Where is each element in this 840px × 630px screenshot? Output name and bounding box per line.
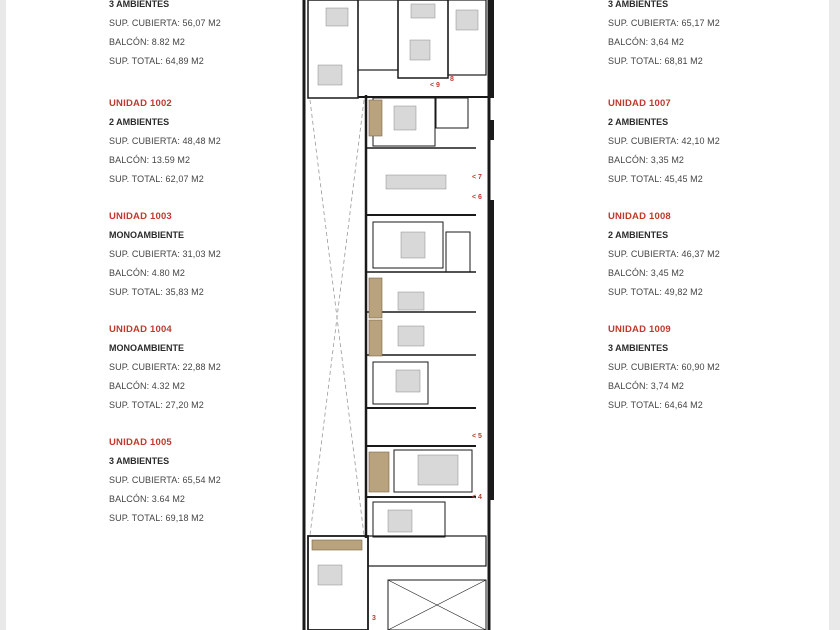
unit-cubierta: SUP. CUBIERTA: 48,48 M2: [109, 136, 221, 146]
plan-marker-5: < 5: [472, 433, 482, 440]
unit-total: SUP. TOTAL: 49,82 M2: [608, 287, 703, 297]
plan-marker-9: < 9: [430, 82, 440, 89]
unit-type: 3 AMBIENTES: [608, 0, 669, 9]
unit-balcon: BALCÓN: 4.32 M2: [109, 381, 186, 391]
plan-marker-3: 3: [372, 615, 376, 622]
unit-balcon: BALCÓN: 13.59 M2: [109, 155, 191, 165]
unit-cubierta: SUP. CUBIERTA: 65,17 M2: [608, 18, 720, 28]
unit-cubierta: SUP. CUBIERTA: 46,37 M2: [608, 249, 720, 259]
unit-title: UNIDAD 1002: [109, 98, 172, 109]
floor-plan-sheet: [6, 0, 829, 630]
unit-balcon: BALCÓN: 3.64 M2: [109, 494, 186, 504]
unit-balcon: BALCÓN: 3,64 M2: [608, 37, 685, 47]
unit-total: SUP. TOTAL: 68,81 M2: [608, 56, 703, 66]
floor-plan-drawing: [6, 0, 829, 630]
unit-title: UNIDAD 1003: [109, 211, 172, 222]
unit-title: UNIDAD 1008: [608, 211, 671, 222]
unit-title: UNIDAD 1007: [608, 98, 671, 109]
unit-total: SUP. TOTAL: 35,83 M2: [109, 287, 204, 297]
unit-total: SUP. TOTAL: 69,18 M2: [109, 513, 204, 523]
unit-cubierta: SUP. CUBIERTA: 56,07 M2: [109, 18, 221, 28]
plan-marker-6: < 6: [472, 194, 482, 201]
unit-balcon: BALCÓN: 3,35 M2: [608, 155, 685, 165]
unit-cubierta: SUP. CUBIERTA: 22,88 M2: [109, 362, 221, 372]
unit-title: UNIDAD 1004: [109, 324, 172, 335]
unit-total: SUP. TOTAL: 64,89 M2: [109, 56, 204, 66]
unit-total: SUP. TOTAL: 45,45 M2: [608, 174, 703, 184]
unit-type: MONOAMBIENTE: [109, 343, 184, 353]
unit-title: UNIDAD 1009: [608, 324, 671, 335]
unit-type: 3 AMBIENTES: [109, 0, 170, 9]
facade-strip: [489, 0, 494, 500]
light-shaft: [310, 100, 364, 535]
unit-cubierta: SUP. CUBIERTA: 42,10 M2: [608, 136, 720, 146]
plan-marker-7: < 7: [472, 174, 482, 181]
unit-balcon: BALCÓN: 4.80 M2: [109, 268, 186, 278]
unit-type: 2 AMBIENTES: [109, 117, 170, 127]
unit-total: SUP. TOTAL: 62,07 M2: [109, 174, 204, 184]
unit-total: SUP. TOTAL: 64,64 M2: [608, 400, 703, 410]
unit-cubierta: SUP. CUBIERTA: 31,03 M2: [109, 249, 221, 259]
plan-marker-4: < 4: [472, 494, 482, 501]
plan-marker-8: 8: [450, 76, 454, 83]
unit-total: SUP. TOTAL: 27,20 M2: [109, 400, 204, 410]
unit-type: 2 AMBIENTES: [608, 117, 669, 127]
unit-balcon: BALCÓN: 8.82 M2: [109, 37, 186, 47]
unit-balcon: BALCÓN: 3,74 M2: [608, 381, 685, 391]
unit-type: MONOAMBIENTE: [109, 230, 184, 240]
unit-type: 3 AMBIENTES: [109, 456, 170, 466]
unit-cubierta: SUP. CUBIERTA: 65,54 M2: [109, 475, 221, 485]
unit-type: 3 AMBIENTES: [608, 343, 669, 353]
unit-cubierta: SUP. CUBIERTA: 60,90 M2: [608, 362, 720, 372]
building-walls: [304, 0, 489, 630]
unit-balcon: BALCÓN: 3,45 M2: [608, 268, 685, 278]
unit-title: UNIDAD 1005: [109, 437, 172, 448]
unit-type: 2 AMBIENTES: [608, 230, 669, 240]
wood-fixtures: [312, 100, 389, 550]
